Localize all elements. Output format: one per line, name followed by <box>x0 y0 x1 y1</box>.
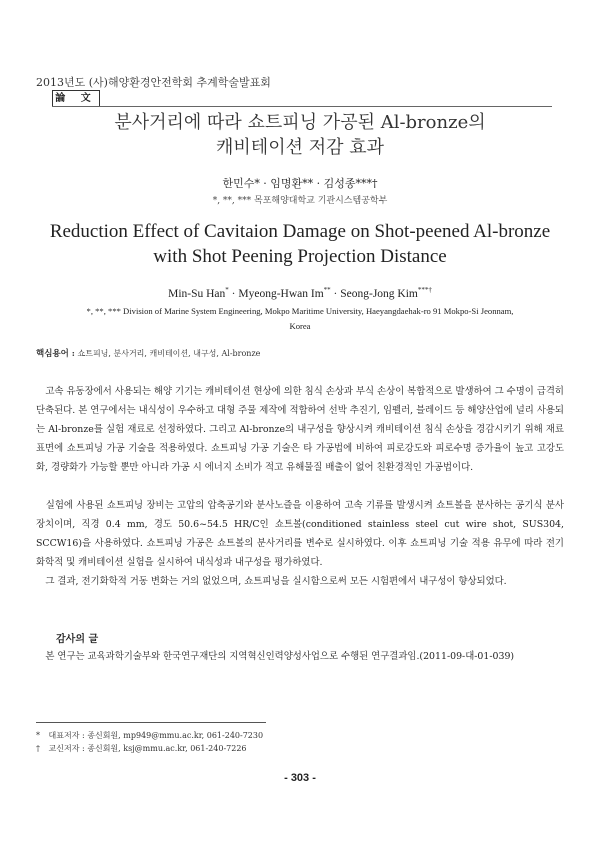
author-3-name: · Seong-Jong Kim <box>330 287 418 300</box>
abstract-paragraph-1: 고속 유동장에서 사용되는 해양 기기는 캐비테이션 현상에 의한 침식 손상과 부식 손상이 복합적으로 발생하여 그 수명이 급격히 단축된다. 본 연구에서는 내식성이 우수하고 대형 주물 제작에 적합하여 선박 추진기, 임펠러, 블레이드 등 해양산업에 널리 사용되는 Al-bronze를 실험 재료로 선정하였다. 그리고 Al-bronze의 내구성을 향상시켜 캐비테이션 침식 손상을 경감시키기 위해 재료 표면에 쇼트피닝 가공 기술을 적용하였다. 쇼트피닝 가공 기술은 타 가공법에 비하여 피로강도와 피로수명 증가율이 높고 고강도화, 경량화가 가능할 뿐만 아니라 가공 시 에너지 소비가 적고 유해물질 배출이 없어 친환경적인 가공법이다. <box>36 386 564 473</box>
title-korean-line-1: 분사거리에 따라 쇼트피닝 가공된 Al-bronze의 <box>114 112 486 133</box>
page-number: - 303 - <box>284 772 316 784</box>
author-1-mark: * <box>225 286 229 294</box>
authors-english <box>50 286 550 300</box>
authors-korean: 한민수* · 임명환** · 김성종***† <box>222 177 378 190</box>
author-2-name: · Myeong-Hwan Im <box>228 287 324 300</box>
footnote-mark: † <box>36 744 40 753</box>
keywords <box>36 347 564 359</box>
header-rule <box>52 106 552 107</box>
author-3-mark: ***† <box>417 286 432 294</box>
keywords-terms: 쇼트피닝, 분사거리, 캐비테이션, 내구성, Al-bronze <box>77 349 261 358</box>
paper-type-badge: 論 文 <box>52 90 100 107</box>
abstract-paragraph-3: 그 결과, 전기화학적 거동 변화는 거의 없었으며, 쇼트피닝을 실시함으로써 모든 시험편에서 내구성이 향상되었다. <box>36 576 507 587</box>
title-korean-line-2: 캐비테이션 저감 효과 <box>216 137 384 158</box>
footnote-rule <box>36 722 266 723</box>
acknowledgment-body: 본 연구는 교육과학기술부와 한국연구재단의 지역혁신인력양성사업으로 수행된 연구결과임.(2011-09-대-01-039) <box>36 651 515 662</box>
footnote-text: 대표저자 : 종신회원, mp949@mmu.ac.kr, 061-240-7230 <box>48 731 264 740</box>
conference-header: 2013년도 (사)해양환경안전학회 추계학술발표회 <box>36 76 271 89</box>
acknowledgment-heading: 감사의 글 <box>56 634 99 645</box>
footnote-corresponding-author <box>36 743 247 754</box>
author-1-name: Min-Su Han <box>168 287 226 300</box>
footnote-text: 교신저자 : 종신회원, ksj@mmu.ac.kr, 061-240-7226 <box>48 744 247 753</box>
keywords-label: 핵심용어 : <box>36 349 75 359</box>
title-english-line-2: with Shot Peening Projection Distance <box>153 246 447 267</box>
title-english-line-1: Reduction Effect of Cavitaion Damage on Shot-peened Al-bronze <box>49 221 551 242</box>
affiliation-english-line-2: Korea <box>289 321 311 331</box>
footnote-mark: * <box>36 731 40 740</box>
author-2-mark: ** <box>323 286 331 294</box>
affiliation-english-line-1: *, **, *** Division of Marine System Engineering, Mokpo Maritime University, Haeyangdaehak-ro 91 Mokpo-Si Jeonnam, <box>86 306 514 316</box>
affiliation-korean: *, **, *** 목포해양대학교 기관시스템공학부 <box>212 196 388 206</box>
footnote-first-author <box>36 730 263 741</box>
abstract-paragraph-2: 실험에 사용된 쇼트피닝 장비는 고압의 압축공기와 분사노즐을 이용하여 고속 기류를 발생시켜 쇼트볼을 분사하는 공기식 분사장치이며, 직경 0.4 mm, 경도 50.6~54.5 HR/C인 쇼트볼(conditioned stainless steel cut wire shot, SUS304, SCCW16)을 사용하였다. 쇼트피닝 가공은 쇼트볼의 분사거리를 변수로 실시하였다. 이후 쇼트피닝 기술 적용 유무에 따라 전기화학적 및 캐비테이션 실험을 실시하여 내식성과 내구성을 평가하였다. <box>36 500 564 568</box>
affiliation-english <box>36 304 564 334</box>
